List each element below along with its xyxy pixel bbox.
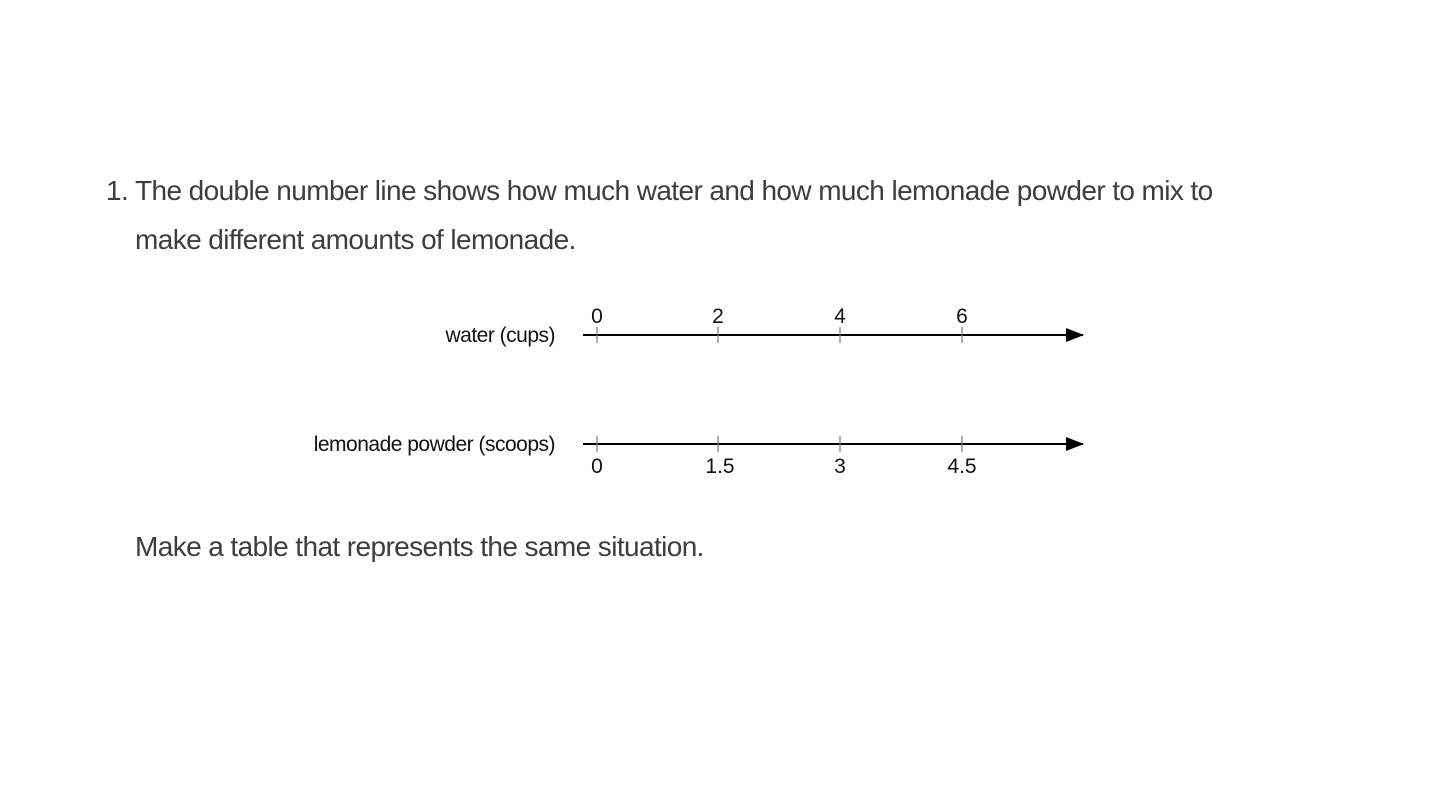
problem-number: 1. xyxy=(106,175,129,206)
problem-prompt-text: The double number line shows how much water and how much lemonade powder to mix to make different amounts of lemonade. xyxy=(135,175,1213,255)
water-tick-label: 0 xyxy=(591,305,603,328)
water-line-label: water (cups) xyxy=(445,324,555,347)
powder-tick-label: 4.5 xyxy=(947,455,977,478)
water-tick-label: 6 xyxy=(956,305,968,328)
powder-tick-label: 0 xyxy=(591,455,603,478)
powder-tick-label: 3 xyxy=(834,455,846,478)
water-tick-label: 2 xyxy=(712,305,724,328)
powder-tick-label: 1.5 xyxy=(705,455,735,478)
double-number-line-figure xyxy=(0,295,1440,495)
problem-follow-up: Make a table that represents the same situation. xyxy=(135,531,704,562)
double-number-line xyxy=(0,295,1440,495)
problem-prompt xyxy=(106,166,1306,264)
problem-1 xyxy=(106,166,1306,264)
lemonade-powder-line-label: lemonade powder (scoops) xyxy=(313,433,555,456)
water-tick-label: 4 xyxy=(834,305,846,328)
